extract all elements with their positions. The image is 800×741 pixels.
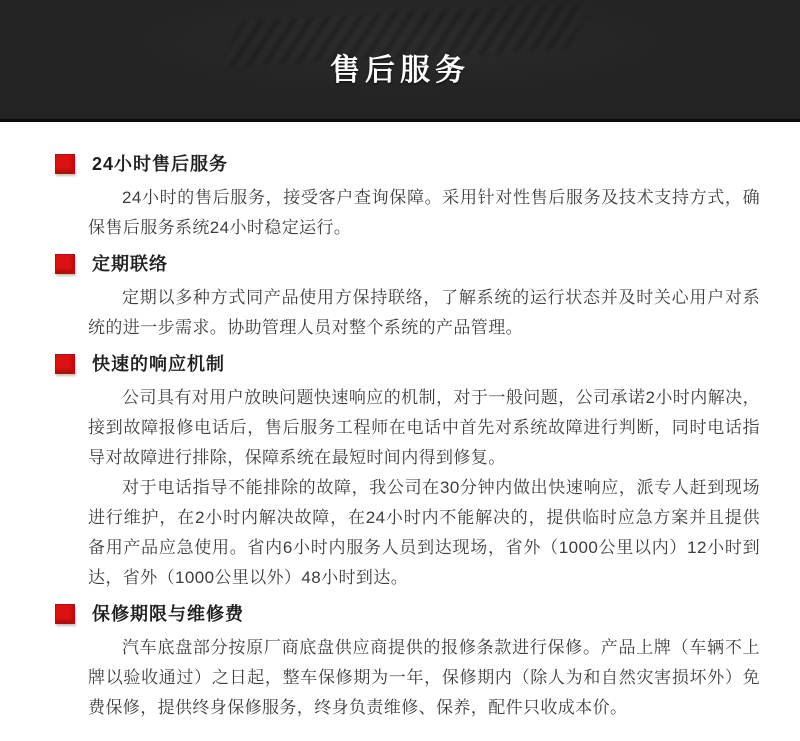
red-square-bullet-icon <box>55 154 75 174</box>
section-title: 保修期限与维修费 <box>92 604 244 624</box>
section-title: 定期联络 <box>92 254 168 274</box>
section-paragraph: 24小时的售后服务，接受客户查询保障。采用针对性售后服务及技术支持方式，确保售后服务系统24小时稳定运行。 <box>88 188 760 237</box>
page-banner <box>0 0 800 122</box>
content-area <box>0 122 800 723</box>
section-paragraph: 定期以多种方式同产品使用方保持联络，了解系统的运行状态并及时关心用户对系统的进一步需求。协助管理人员对整个系统的产品管理。 <box>88 288 760 337</box>
section-24h-service <box>55 153 760 243</box>
section-heading-row <box>55 603 760 625</box>
section-warranty-and-fees <box>55 603 760 723</box>
section-heading-row <box>55 353 760 375</box>
red-square-bullet-icon <box>55 604 75 624</box>
section-paragraph: 公司具有对用户放映问题快速响应的机制，对于一般问题，公司承诺2小时内解决，接到故障报修电话后，售后服务工程师在电话中首先对系统故障进行判断，同时电话指导对故障进行排除，保障系统在最短时间内得到修复。 <box>88 388 760 467</box>
section-regular-contact <box>55 253 760 343</box>
section-title: 24小时售后服务 <box>92 154 229 174</box>
section-paragraph: 汽车底盘部分按原厂商底盘供应商提供的报修条款进行保修。产品上牌（车辆不上牌以验收通过）之日起，整车保修期为一年，保修期内（除人为和自然灾害损坏外）免费保修，提供终身保修服务，终身负责维修、保养，配件只收成本价。 <box>88 638 760 717</box>
page-title: 售后服务 <box>330 54 470 87</box>
section-rapid-response <box>55 353 760 593</box>
red-square-bullet-icon <box>55 254 75 274</box>
section-title: 快速的响应机制 <box>92 354 225 374</box>
section-heading-row <box>55 153 760 175</box>
section-heading-row <box>55 253 760 275</box>
red-square-bullet-icon <box>55 354 75 374</box>
section-paragraph: 对于电话指导不能排除的故障，我公司在30分钟内做出快速响应，派专人赶到现场进行维护，在2小时内解决故障，在24小时内不能解决的，提供临时应急方案并且提供备用产品应急使用。省内6小时内服务人员到达现场，省外（1000公里以内）12小时到达，省外（1000公里以外）48小时到达。 <box>88 478 760 587</box>
